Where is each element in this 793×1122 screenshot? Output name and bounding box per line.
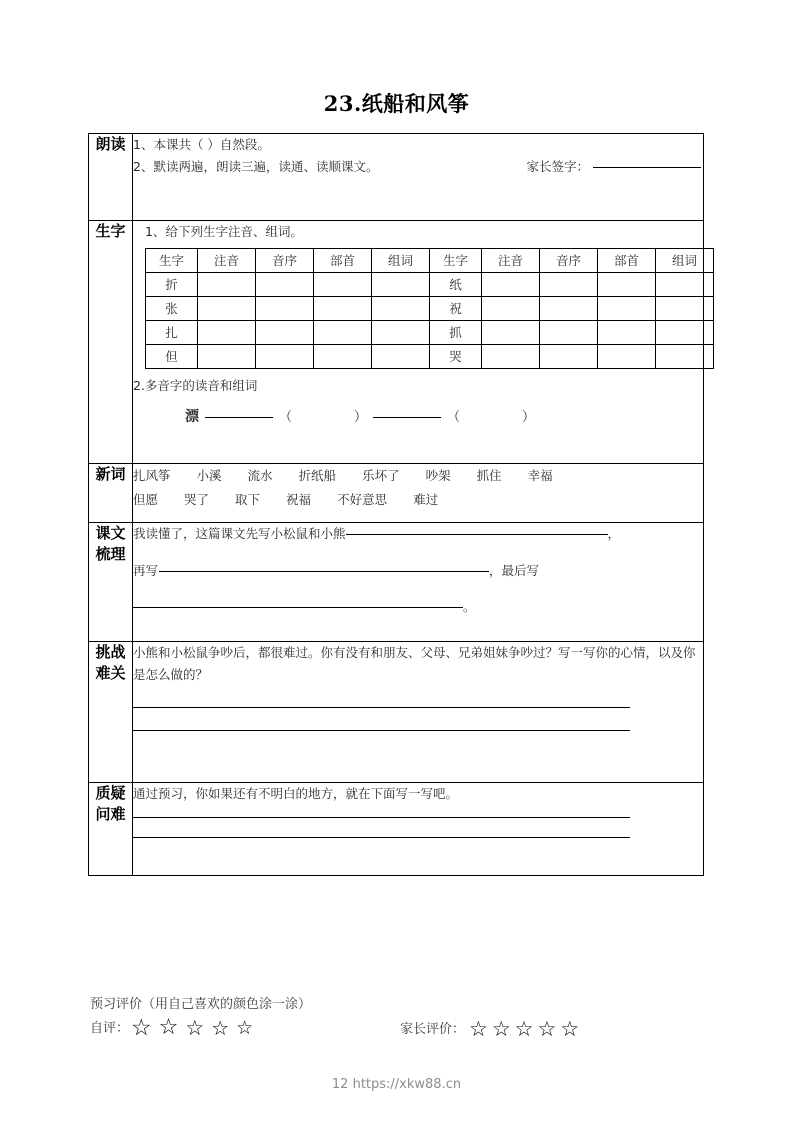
star-icon[interactable]: ☆ [514,1017,534,1041]
character-right-1: 祝 [430,296,482,320]
character-left-0: 折 [146,272,198,296]
new-word: 抓住 [476,468,502,483]
star-icon[interactable]: ☆ [158,1015,179,1040]
self-rating-stars[interactable] [129,1014,254,1041]
questions-answer-line-1[interactable] [133,817,630,818]
answer-cell[interactable] [198,344,256,368]
answer-cell[interactable] [314,344,372,368]
polyphone-character: 漂 [185,408,199,425]
text-flow-line-2 [133,560,703,583]
table-row [146,272,714,296]
polyphone-paren-open-2: （ [447,409,461,425]
answer-cell[interactable] [256,296,314,320]
answer-cell[interactable] [656,320,714,344]
col-header-9: 组词 [656,248,714,272]
page-title: 23.纸船和风筝 [323,91,470,116]
challenge-prompt: 小熊和小松鼠争吵后，都很难过。你有没有和朋友、父母、兄弟姐妹争吵过？写一写你的心情，以及你是怎么做的？ [133,645,696,682]
col-header-6: 注音 [482,248,540,272]
reading-body [133,134,704,221]
answer-cell[interactable] [198,272,256,296]
answer-cell[interactable] [598,296,656,320]
col-header-0: 生字 [146,248,198,272]
table-row [146,344,714,368]
col-header-2: 音序 [256,248,314,272]
text-flow-line-1 [133,523,703,546]
answer-cell[interactable] [482,296,540,320]
col-header-1: 注音 [198,248,256,272]
answer-cell[interactable] [314,296,372,320]
text-flow-part-1: 我读懂了，这篇课文先写小松鼠和小熊 [133,526,346,541]
text-flow-line-3 [133,596,703,619]
answer-cell[interactable] [314,272,372,296]
star-icon[interactable]: ☆ [236,1016,254,1039]
new-word: 取下 [235,492,261,508]
answer-cell[interactable] [482,272,540,296]
characters-task-1: 1、给下列生字注音、组词。 [145,224,303,239]
challenge-answer-line-1[interactable] [133,707,630,708]
challenge-answer-line-2[interactable] [133,730,630,731]
polyphone-paren-open-1: （ [279,409,293,425]
character-left-1: 张 [146,296,198,320]
parent-rating-stars[interactable] [465,1019,579,1040]
table-row [146,296,714,320]
star-icon[interactable]: ☆ [185,1015,205,1040]
parent-signature-field[interactable] [526,156,701,178]
new-words-line-2 [133,488,703,512]
table-row [146,320,714,344]
text-flow-blank-2[interactable] [159,571,489,572]
text-flow-blank-1[interactable] [346,534,608,535]
col-header-3: 部首 [314,248,372,272]
character-right-3: 哭 [430,344,482,368]
star-icon[interactable]: ☆ [560,1017,580,1041]
self-rating-label: 自评： [90,1020,130,1036]
new-word: 难过 [413,492,439,508]
answer-cell[interactable] [656,296,714,320]
row-label-text-flow [89,523,133,642]
text-flow-blank-3[interactable] [133,607,463,608]
row-label-questions [89,783,133,876]
evaluation-title: 预习评价（用自己喜欢的颜色涂一涂） [90,997,312,1012]
col-header-5: 生字 [430,248,482,272]
star-icon[interactable]: ☆ [469,1017,488,1041]
parent-signature-label: 家长签字： [526,158,589,174]
row-label-reading [89,134,133,221]
character-left-2: 扎 [146,320,198,344]
row-label-new-words-text: 新词 [95,465,126,483]
page-footer: 12 https://xkw88.cn [331,1077,462,1092]
answer-cell[interactable] [256,344,314,368]
signature-rule[interactable] [593,167,701,168]
col-header-7: 音序 [540,248,598,272]
row-label-characters [89,221,133,464]
new-word: 小溪 [196,468,222,483]
character-left-3: 但 [146,344,198,368]
row-label-challenge-text: 挑战难关 [95,643,126,683]
challenge-body [133,642,704,783]
character-grid-header [146,248,714,272]
answer-cell[interactable] [598,272,656,296]
new-words-body [133,464,704,523]
answer-cell[interactable] [598,344,656,368]
table-row-reading [89,134,704,221]
text-flow-part-2: 再写 [133,562,159,578]
new-word: 乐坏了 [362,468,400,483]
table-row-questions [89,783,704,876]
parent-rating-group [400,1019,579,1040]
new-word: 流水 [247,468,273,483]
table-row-characters [89,221,704,464]
row-label-questions-text: 质疑问难 [95,784,126,824]
text-flow-part-3: ，最后写 [489,562,540,578]
evaluation-section [90,995,710,1040]
evaluation-rows [90,1014,710,1041]
star-icon[interactable]: ☆ [537,1017,557,1041]
worksheet-table [88,133,704,876]
new-word: 折纸船 [298,468,337,483]
polyphone-paren-close-2: ） [522,409,536,425]
questions-answer-line-2[interactable] [133,837,630,838]
answer-cell[interactable] [198,320,256,344]
reading-item-2-wrap [133,156,703,178]
answer-cell[interactable] [256,320,314,344]
table-row-challenge [89,642,704,783]
star-icon[interactable]: ☆ [131,1014,152,1041]
row-label-challenge [89,642,133,783]
col-header-4: 组词 [372,248,430,272]
text-flow-spacer-2 [133,582,703,596]
reading-item-2: 2、默读两遍，朗读三遍，读通、读顺课文。 [133,158,379,174]
text-flow-period: 。 [463,599,476,614]
answer-cell[interactable] [656,272,714,296]
characters-task-2: 2.多音字的读音和组词 [133,377,258,393]
character-right-2: 抓 [430,320,482,344]
answer-cell[interactable] [540,320,598,344]
answer-cell[interactable] [372,272,430,296]
questions-body [133,783,704,876]
text-flow-spacer-1 [133,546,703,560]
answer-cell[interactable] [482,344,540,368]
polyphone-pinyin-blank-1[interactable] [205,417,273,418]
reading-item-1: 1、本课共（ ）自然段。 [133,137,270,152]
answer-cell[interactable] [540,296,598,320]
polyphone-paren-close-1: ） [354,409,368,425]
answer-cell[interactable] [372,296,430,320]
character-grid [145,248,714,369]
table-row-new-words [89,464,704,523]
answer-cell[interactable] [256,272,314,296]
star-icon[interactable]: ☆ [491,1017,511,1041]
new-word: 但愿 [133,492,159,508]
text-flow-body [133,523,704,642]
answer-cell[interactable] [198,296,256,320]
answer-cell[interactable] [372,344,430,368]
parent-rating-label: 家长评价： [400,1022,466,1037]
answer-cell[interactable] [372,320,430,344]
new-word: 祝福 [286,492,312,508]
table-row-text-flow [89,523,704,642]
row-label-text-flow-text: 课文梳理 [95,524,126,564]
new-word: 不好意思 [337,492,388,508]
col-header-8: 部首 [598,248,656,272]
row-label-reading-text: 朗读 [95,135,126,153]
answer-cell[interactable] [540,344,598,368]
row-label-characters-text: 生字 [95,222,126,240]
polyphone-exercise [133,405,703,430]
new-word: 扎风筝 [133,468,171,483]
answer-cell[interactable] [482,320,540,344]
answer-cell[interactable] [540,272,598,296]
text-flow-comma-1: ， [607,526,621,541]
new-word: 哭了 [184,492,210,508]
new-word: 吵架 [425,468,451,483]
characters-body [133,221,704,464]
answer-cell[interactable] [656,344,714,368]
new-word: 幸福 [527,468,553,483]
character-right-0: 纸 [430,272,482,296]
new-words-line-1 [133,464,703,488]
star-icon[interactable]: ☆ [211,1016,230,1040]
answer-cell[interactable] [598,320,656,344]
answer-cell[interactable] [314,320,372,344]
polyphone-pinyin-blank-2[interactable] [373,417,441,418]
questions-prompt: 通过预习，你如果还有不明白的地方，就在下面写一写吧。 [133,786,459,801]
row-label-new-words [89,464,133,523]
